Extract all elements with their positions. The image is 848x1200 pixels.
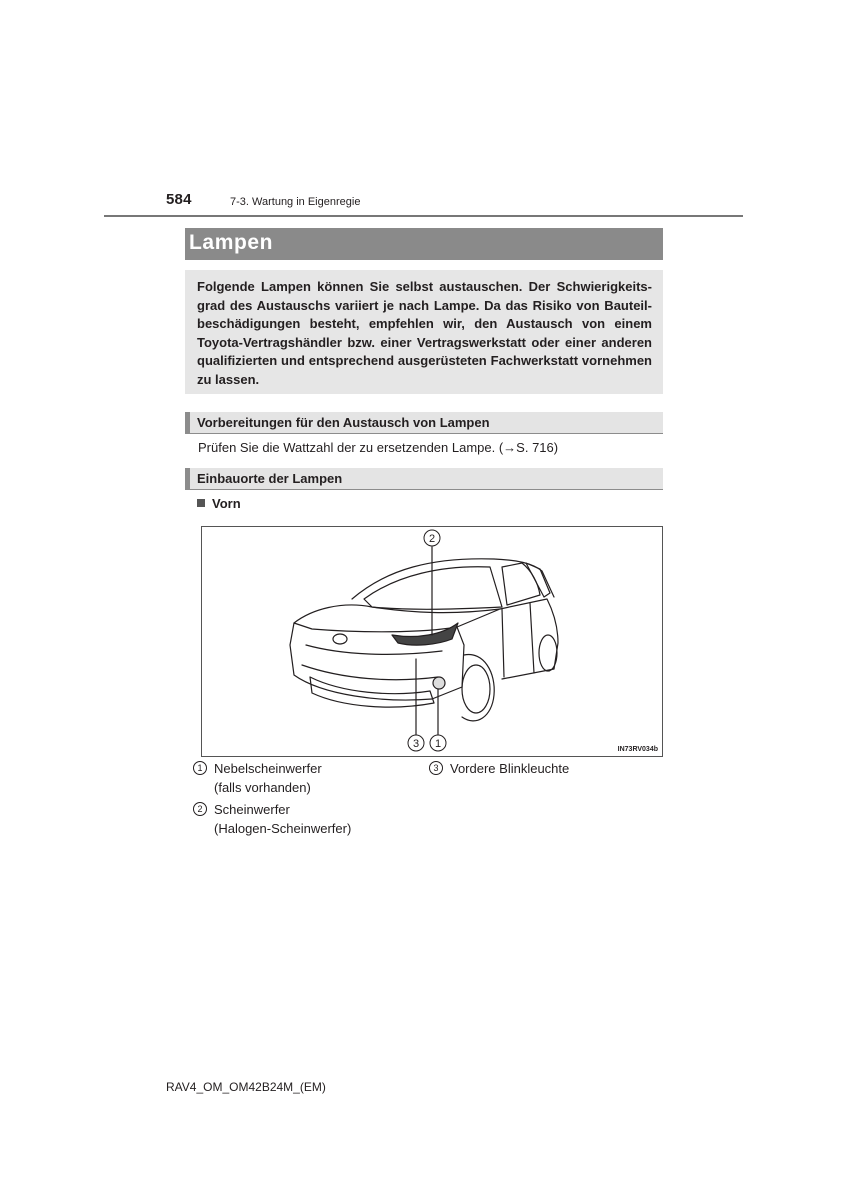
car-emblem: [333, 634, 347, 644]
car-door-line: [502, 609, 504, 677]
preparations-text: Prüfen Sie die Wattzahl der zu ersetzenden Lampe. (→S. 716): [198, 440, 559, 455]
subheading-preparations-label: Vorbereitungen für den Austausch von Lampen: [197, 415, 490, 430]
figure-box: [201, 526, 663, 757]
headlight-shape: [392, 623, 458, 645]
callout-label-3: 3: [412, 738, 420, 750]
car-grille-upper: [306, 645, 442, 654]
car-side-window: [502, 563, 540, 605]
legend-text-3: Vordere Blinkleuchte: [450, 761, 570, 776]
intro-text: Folgende Lampen können Sie selbst austauschen. Der Schwierigkeitsgrad des Austauschs variiert je nach Lampe. Da das Risiko von Bauteilbeschädigungen besteht, empfehlen wir, den Austausch von einem Toyota-Vertragshändler bzw. einer Vertragswerkstatt oder einer anderen qualifizierten und entsprechend ausgerüsteten Fachwerkstatt vornehmen zu lassen.: [197, 279, 652, 387]
section-reference: 7-3. Wartung in Eigenregie: [230, 196, 361, 208]
legend-number-1: 1: [193, 761, 207, 775]
bullet-front-label: Vorn: [212, 496, 241, 511]
car-illustration: [202, 527, 662, 756]
subheading-preparations: [185, 412, 663, 434]
legend-number-3: 3: [429, 761, 443, 775]
bullet-front: [197, 496, 241, 511]
title-bar: [185, 228, 663, 260]
legend-item-2: [193, 801, 413, 838]
fog-lamp: [433, 677, 445, 689]
page-number: 584: [166, 191, 192, 208]
page-title: Lampen: [189, 231, 274, 254]
legend-text-2: Scheinwerfer: [214, 802, 290, 817]
legend-item-3: [429, 760, 659, 779]
legend-item-1: [193, 760, 413, 797]
legend-sub-2: (Halogen-Scheinwerfer): [214, 820, 352, 836]
car-door-line-2: [530, 603, 534, 673]
figure-code: IN73RV034b: [617, 746, 658, 753]
footer-code: RAV4_OM_OM42B24M_(EM): [166, 1080, 326, 1094]
intro-box: [185, 270, 663, 394]
car-grille-lower: [302, 665, 438, 680]
legend-number-2: 2: [193, 802, 207, 816]
legend-sub-1: (falls vorhanden): [214, 779, 311, 795]
rear-wheel: [539, 635, 557, 671]
car-windshield: [364, 567, 502, 610]
subheading-locations-label: Einbauorte der Lampen: [197, 471, 343, 486]
subheading-locations: [185, 468, 663, 490]
callout-label-1: 1: [434, 738, 442, 750]
square-bullet-icon: [197, 499, 205, 507]
callout-label-2: 2: [428, 533, 436, 545]
header-rule: [104, 215, 743, 217]
front-wheel-inner: [462, 665, 490, 713]
car-body-side: [500, 599, 558, 679]
legend-text-1: Nebelscheinwerfer: [214, 761, 322, 776]
